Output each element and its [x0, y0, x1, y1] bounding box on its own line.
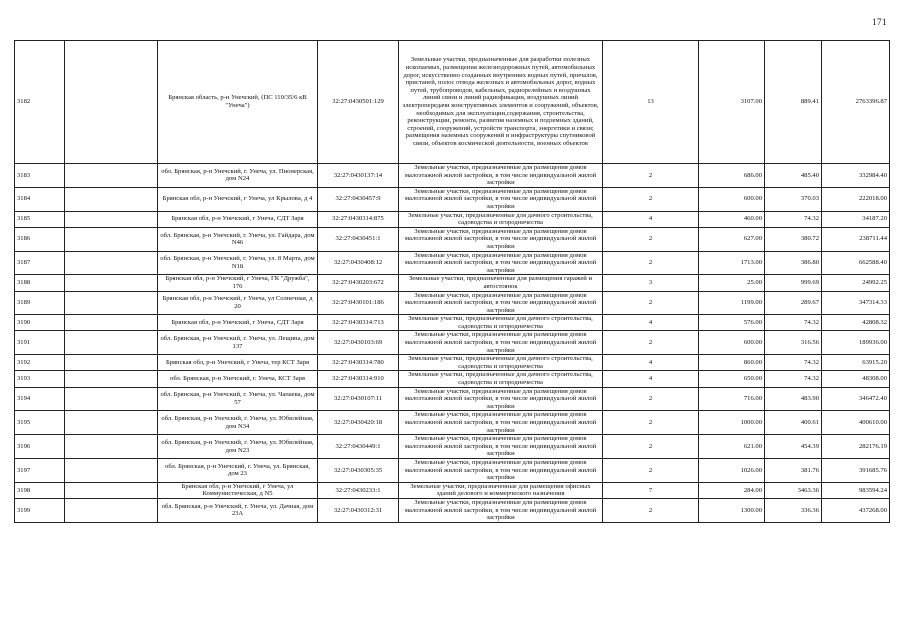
- land-use-cell: Земельные участки, предназначенные для размещения домов малоэтажной жилой застройки, в том числе индивидуальной жилой застройки: [399, 411, 603, 435]
- land-use-cell: Земельные участки, предназначенные для разработки полезных ископаемых, размещения железнодорожных путей, автомобильных дорог, искусственно созданных внутренних водных путей, причалов, пристаней, полос отвода железных и автомобильных дорог, водных путей, трубопроводов, кабельных, радиорелейных и воздушных линий связи и линий радиофикации, воздушных линий электропередачи конструктивных элементов и сооружений, объектов, необходимых для эксплуатации,содержания, строительства, реконструкции, ремонта, развития наземных и подземных зданий, строений, сооружений, устройств транспорта, энергетики и связи; размещения наземных сооружений и инфраструктуры спутниковой связи, объектов космической деятельности, военных объектов: [399, 41, 603, 164]
- address-cell: обл. Брянская, р-н Унечский, г. Унеча, ул. Гайдара, дом N46: [158, 227, 318, 251]
- specific-value-cell: 889.41: [765, 41, 822, 164]
- table-row: [15, 275, 890, 291]
- address-cell: обл. Брянская, р-н Унечский, г. Унеча, ул. Дачная, дом 23А: [158, 498, 318, 522]
- specific-value-cell: 74.32: [765, 315, 822, 331]
- table-row: [15, 371, 890, 387]
- blank-cell: [65, 498, 158, 522]
- land-use-cell: Земельные участки, предназначенные для размещения домов малоэтажной жилой застройки, в том числе индивидуальной жилой застройки: [399, 458, 603, 482]
- land-use-cell: Земельные участки, предназначенные для размещения домов малоэтажной жилой застройки, в том числе индивидуальной жилой застройки: [399, 164, 603, 188]
- area-cell: 1000.00: [699, 411, 765, 435]
- use-group-cell: 13: [603, 41, 699, 164]
- cadastral-number-cell: 32:27:0430451:1: [318, 227, 399, 251]
- cadastral-cost-cell: 391685.76: [822, 458, 890, 482]
- use-group-cell: 2: [603, 411, 699, 435]
- cadastral-cost-cell: 42808.32: [822, 315, 890, 331]
- blank-cell: [65, 275, 158, 291]
- specific-value-cell: 380.72: [765, 227, 822, 251]
- specific-value-cell: 454.39: [765, 435, 822, 459]
- table-row: [15, 41, 890, 164]
- blank-cell: [65, 435, 158, 459]
- land-use-cell: Земельные участки, предназначенные для дачного строительства, садоводства и огородничества: [399, 355, 603, 371]
- blank-cell: [65, 371, 158, 387]
- area-cell: 1026.00: [699, 458, 765, 482]
- cadastral-cost-cell: 983594.24: [822, 482, 890, 498]
- cadastral-number-cell: 32:27:0430501:129: [318, 41, 399, 164]
- table-row: [15, 482, 890, 498]
- area-cell: 1713.00: [699, 251, 765, 275]
- use-group-cell: 2: [603, 187, 699, 211]
- specific-value-cell: 74.32: [765, 371, 822, 387]
- area-cell: 460.00: [699, 211, 765, 227]
- area-cell: 1300.00: [699, 498, 765, 522]
- cadastral-cost-cell: 346472.40: [822, 387, 890, 411]
- use-group-cell: 2: [603, 227, 699, 251]
- cadastral-number-cell: 32:27:0430103:69: [318, 331, 399, 355]
- cadastral-number-cell: 32:27:0430408:12: [318, 251, 399, 275]
- address-cell: обл. Брянская, р-н Унечский, г. Унеча, ул. 8 Марта, дом N18: [158, 251, 318, 275]
- cadastral-cost-cell: 189936.00: [822, 331, 890, 355]
- table-row: [15, 211, 890, 227]
- row-number: 3188: [15, 275, 65, 291]
- page-number: 171: [872, 17, 887, 27]
- cadastral-cost-cell: 662588.40: [822, 251, 890, 275]
- row-number: 3193: [15, 371, 65, 387]
- land-use-cell: Земельные участки, предназначенные для дачного строительства, садоводства и огородничества: [399, 371, 603, 387]
- area-cell: 716.00: [699, 387, 765, 411]
- cadastral-number-cell: 32:27:0430107:11: [318, 387, 399, 411]
- specific-value-cell: 370.03: [765, 187, 822, 211]
- address-cell: Брянская обл, р-н Унечский, г Унеча, СДТ Заря: [158, 211, 318, 227]
- area-cell: 284.00: [699, 482, 765, 498]
- row-number: 3182: [15, 41, 65, 164]
- address-cell: обл. Брянская, р-н Унечский, г. Унеча, ул. Юбилейная, дом N34: [158, 411, 318, 435]
- land-use-cell: Земельные участки, предназначенные для размещения домов малоэтажной жилой застройки, в том числе индивидуальной жилой застройки: [399, 435, 603, 459]
- table-row: [15, 251, 890, 275]
- use-group-cell: 4: [603, 211, 699, 227]
- blank-cell: [65, 387, 158, 411]
- area-cell: 627.00: [699, 227, 765, 251]
- cadastral-number-cell: 32:27:0430314:780: [318, 355, 399, 371]
- use-group-cell: 2: [603, 458, 699, 482]
- row-number: 3198: [15, 482, 65, 498]
- cadastral-cost-cell: 332984.40: [822, 164, 890, 188]
- land-use-cell: Земельные участки, предназначенные для размещения домов малоэтажной жилой застройки, в том числе индивидуальной жилой застройки: [399, 187, 603, 211]
- cadastral-cost-cell: 238711.44: [822, 227, 890, 251]
- table-row: [15, 498, 890, 522]
- area-cell: 3107.00: [699, 41, 765, 164]
- table-row: [15, 355, 890, 371]
- blank-cell: [65, 211, 158, 227]
- row-number: 3191: [15, 331, 65, 355]
- row-number: 3196: [15, 435, 65, 459]
- blank-cell: [65, 458, 158, 482]
- table-row: [15, 227, 890, 251]
- cadastral-number-cell: 32:27:0430314:875: [318, 211, 399, 227]
- address-cell: обл. Брянская, р-н Унечский, г. Унеча, ул. Брянская, дом 23: [158, 458, 318, 482]
- specific-value-cell: 999.69: [765, 275, 822, 291]
- land-use-cell: Земельные участки, предназначенные для дачного строительства, садоводства и огородничества: [399, 315, 603, 331]
- land-use-cell: Земельные участки, предназначенные для размещения домов малоэтажной жилой застройки, в том числе индивидуальной жилой застройки: [399, 387, 603, 411]
- specific-value-cell: 483.90: [765, 387, 822, 411]
- table-row: [15, 331, 890, 355]
- area-cell: 860.00: [699, 355, 765, 371]
- row-number: 3189: [15, 291, 65, 315]
- land-use-cell: Земельные участки, предназначенные для размещения домов малоэтажной жилой застройки, в том числе индивидуальной жилой застройки: [399, 251, 603, 275]
- area-cell: 600.00: [699, 187, 765, 211]
- blank-cell: [65, 482, 158, 498]
- area-cell: 25.00: [699, 275, 765, 291]
- table-row: [15, 458, 890, 482]
- blank-cell: [65, 291, 158, 315]
- specific-value-cell: 381.76: [765, 458, 822, 482]
- table-row: [15, 187, 890, 211]
- specific-value-cell: 74.32: [765, 211, 822, 227]
- area-cell: 600.00: [699, 331, 765, 355]
- specific-value-cell: 74.32: [765, 355, 822, 371]
- row-number: 3187: [15, 251, 65, 275]
- row-number: 3199: [15, 498, 65, 522]
- table-row: [15, 411, 890, 435]
- address-cell: Брянская обл, р-н Унечский, г Унеча, СДТ Заря: [158, 315, 318, 331]
- land-use-cell: Земельные участки, предназначенные для размещения домов малоэтажной жилой застройки, в том числе индивидуальной жилой застройки: [399, 291, 603, 315]
- address-cell: обл. Брянская, р-н Унечский, г. Унеча, ул. Лещина, дом 137: [158, 331, 318, 355]
- cadastral-cost-cell: 24992.25: [822, 275, 890, 291]
- table-row: [15, 435, 890, 459]
- cadastral-number-cell: 32:27:0430449:1: [318, 435, 399, 459]
- table-row: [15, 315, 890, 331]
- row-number: 3183: [15, 164, 65, 188]
- use-group-cell: 4: [603, 315, 699, 331]
- use-group-cell: 4: [603, 355, 699, 371]
- use-group-cell: 2: [603, 331, 699, 355]
- address-cell: обл. Брянская, р-н Унечский, г. Унеча, КСТ Заря: [158, 371, 318, 387]
- use-group-cell: 7: [603, 482, 699, 498]
- cadastral-value-table: [14, 40, 890, 523]
- row-number: 3197: [15, 458, 65, 482]
- cadastral-number-cell: 32:27:0430203:672: [318, 275, 399, 291]
- row-number: 3185: [15, 211, 65, 227]
- row-number: 3190: [15, 315, 65, 331]
- table-row: [15, 387, 890, 411]
- address-cell: Брянская обл, р-н Унечский, г Унеча, ул Солнечная, д 20: [158, 291, 318, 315]
- specific-value-cell: 289.67: [765, 291, 822, 315]
- cadastral-cost-cell: 437268.00: [822, 498, 890, 522]
- table-row: [15, 291, 890, 315]
- blank-cell: [65, 331, 158, 355]
- use-group-cell: 2: [603, 498, 699, 522]
- cadastral-number-cell: 32:27:0430137:14: [318, 164, 399, 188]
- cadastral-cost-cell: 2763396.87: [822, 41, 890, 164]
- address-cell: Брянская область, р-н Унечский, (ПС 110/35/6 кВ "Унеча"): [158, 41, 318, 164]
- specific-value-cell: 386.80: [765, 251, 822, 275]
- cadastral-number-cell: 32:27:0430233:1: [318, 482, 399, 498]
- cadastral-number-cell: 32:27:0430457:9: [318, 187, 399, 211]
- address-cell: обл. Брянская, р-н Унечский, г. Унеча, ул. Чапаева, дом 57: [158, 387, 318, 411]
- cadastral-number-cell: 32:27:0430314:713: [318, 315, 399, 331]
- cadastral-cost-cell: 34187.20: [822, 211, 890, 227]
- specific-value-cell: 336.36: [765, 498, 822, 522]
- address-cell: Брянская обл, р-н Унечский, г Унеча, ГК "Дружба", 176: [158, 275, 318, 291]
- table-body: [15, 41, 890, 523]
- land-use-cell: Земельные участки, предназначенные для дачного строительства, садоводства и огородничества: [399, 211, 603, 227]
- row-number: 3195: [15, 411, 65, 435]
- cadastral-number-cell: 32:27:0430314:910: [318, 371, 399, 387]
- specific-value-cell: 316.56: [765, 331, 822, 355]
- blank-cell: [65, 41, 158, 164]
- cadastral-cost-cell: 347314.33: [822, 291, 890, 315]
- row-number: 3184: [15, 187, 65, 211]
- use-group-cell: 2: [603, 251, 699, 275]
- blank-cell: [65, 187, 158, 211]
- address-cell: обл. Брянская, р-н Унечский, г. Унеча, ул. Пионерская, дом N24: [158, 164, 318, 188]
- cadastral-cost-cell: 282176.19: [822, 435, 890, 459]
- blank-cell: [65, 227, 158, 251]
- area-cell: 686.00: [699, 164, 765, 188]
- use-group-cell: 4: [603, 371, 699, 387]
- row-number: 3186: [15, 227, 65, 251]
- land-use-cell: Земельные участки, предназначенные для размещения офисных зданий делового и коммерческого назначения: [399, 482, 603, 498]
- use-group-cell: 3: [603, 275, 699, 291]
- area-cell: 621.00: [699, 435, 765, 459]
- address-cell: обл. Брянская, р-н Унечский, г. Унеча, ул. Юбилейная, дом N23: [158, 435, 318, 459]
- use-group-cell: 2: [603, 164, 699, 188]
- blank-cell: [65, 315, 158, 331]
- land-use-cell: Земельные участки, предназначенные для размещения домов малоэтажной жилой застройки, в том числе индивидуальной жилой застройки: [399, 227, 603, 251]
- area-cell: 576.00: [699, 315, 765, 331]
- address-cell: Брянская обл, р-н Унечский, г Унеча, тер КСТ Заря: [158, 355, 318, 371]
- use-group-cell: 2: [603, 291, 699, 315]
- use-group-cell: 2: [603, 387, 699, 411]
- land-use-cell: Земельные участки, предназначенные для размещения домов малоэтажной жилой застройки, в том числе индивидуальной жилой застройки: [399, 498, 603, 522]
- cadastral-number-cell: 32:27:0430101:186: [318, 291, 399, 315]
- cadastral-cost-cell: 48308.00: [822, 371, 890, 387]
- specific-value-cell: 485.40: [765, 164, 822, 188]
- area-cell: 1199.00: [699, 291, 765, 315]
- blank-cell: [65, 355, 158, 371]
- cadastral-cost-cell: 400610.00: [822, 411, 890, 435]
- area-cell: 650.00: [699, 371, 765, 387]
- cadastral-cost-cell: 63915.20: [822, 355, 890, 371]
- row-number: 3194: [15, 387, 65, 411]
- land-use-cell: Земельные участки, предназначенные для размещения домов малоэтажной жилой застройки, в том числе индивидуальной жилой застройки: [399, 331, 603, 355]
- blank-cell: [65, 251, 158, 275]
- table-row: [15, 164, 890, 188]
- use-group-cell: 2: [603, 435, 699, 459]
- address-cell: Брянская обл, р-н Унечский, г Унеча, ул Коммунистическая, д N5: [158, 482, 318, 498]
- address-cell: Брянская обл, р-н Унечский, г Унеча, ул Крылова, д 4: [158, 187, 318, 211]
- blank-cell: [65, 411, 158, 435]
- cadastral-number-cell: 32:27:0430305:35: [318, 458, 399, 482]
- cadastral-number-cell: 32:27:0430312:31: [318, 498, 399, 522]
- cadastral-number-cell: 32:27:0430420:18: [318, 411, 399, 435]
- cadastral-cost-cell: 222018.00: [822, 187, 890, 211]
- specific-value-cell: 3463.36: [765, 482, 822, 498]
- blank-cell: [65, 164, 158, 188]
- specific-value-cell: 400.61: [765, 411, 822, 435]
- row-number: 3192: [15, 355, 65, 371]
- land-use-cell: Земельные участки, предназначенные для размещения гаражей и автостоянок: [399, 275, 603, 291]
